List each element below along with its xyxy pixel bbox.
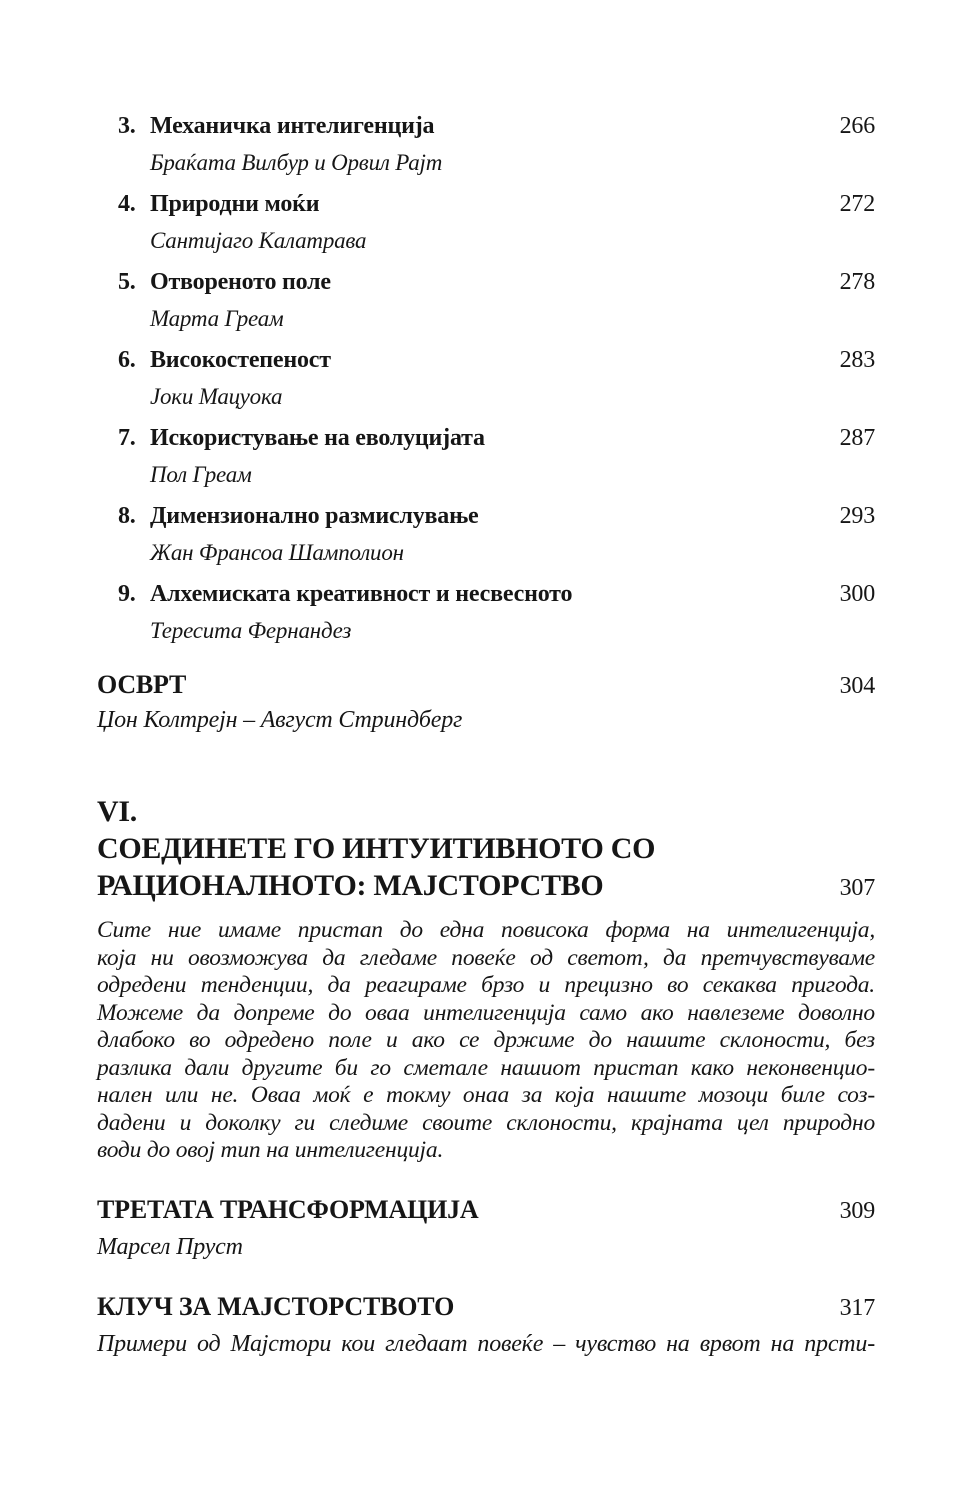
chapter-page-number: 287 [839, 425, 875, 451]
section-vi [97, 793, 875, 1165]
section-title-line2: РАЦИОНАЛНОТО: МАЈСТОРСТВО [97, 869, 604, 902]
toc-entry [97, 502, 875, 567]
intro-line: дадени и доколку ги следиме своите склоности, крајната цел природно [97, 1109, 875, 1136]
chapter-page-number: 278 [839, 269, 875, 295]
chapter-page-number: 272 [839, 191, 875, 217]
subsection-entry [97, 1194, 875, 1262]
section-title-row2 [97, 867, 875, 904]
chapter-number: 7. [118, 425, 136, 451]
subsection-page-number: 309 [839, 1197, 875, 1224]
intro-line: длабоко во одредено поле и ако се држиме до нашите склоности, без [97, 1027, 875, 1053]
toc-entry-title-row [97, 268, 875, 296]
toc-entry [97, 112, 875, 177]
intro-line: нален или не. Оваа моќ е токму онаа за која нашите мозоци биле соз- [97, 1082, 875, 1108]
chapter-title: Високостепеност [150, 347, 331, 373]
toc-entry-title-row [97, 580, 875, 608]
intro-line: води до овој тип на интелигенција. [97, 1137, 444, 1163]
chapter-title: Димензионално размислување [150, 503, 479, 529]
chapter-title: Искористување на еволуцијата [150, 425, 485, 451]
chapter-number: 8. [118, 503, 136, 529]
chapter-author: Тересита Фернандез [150, 618, 352, 643]
chapter-number: 9. [118, 581, 136, 607]
review-page-number: 304 [839, 673, 875, 699]
chapter-author: Јоки Мацуока [150, 384, 283, 409]
toc-entry [97, 190, 875, 255]
toc-entry-title-row [97, 112, 875, 140]
review-title: ОСВРТ [97, 670, 187, 699]
subsection-page-number: 317 [839, 1294, 875, 1321]
chapter-author: Жан Франсоа Шамполион [150, 540, 404, 565]
subsection-title-row [97, 1194, 875, 1225]
review-title-row [97, 669, 875, 700]
toc-entry [97, 424, 875, 489]
subsection-title-row [97, 1291, 875, 1322]
chapter-number: 6. [118, 347, 136, 373]
section-intro-paragraph [97, 917, 875, 1165]
chapter-author: Браќата Вилбур и Орвил Рајт [150, 150, 443, 175]
toc-page [97, 112, 875, 1359]
chapter-title: Отвореното поле [150, 269, 331, 295]
chapter-number: 4. [118, 191, 136, 217]
chapter-title: Алхемиската креативност и несвесното [150, 581, 573, 607]
chapter-page-number: 283 [839, 347, 875, 373]
section-page-number: 307 [839, 875, 875, 901]
chapter-page-number: 266 [839, 113, 875, 139]
toc-entry-title-row [97, 346, 875, 374]
chapter-title: Природни моќи [150, 191, 320, 217]
toc-entry-title-row [97, 190, 875, 218]
section-numeral: VI. [97, 795, 137, 828]
chapter-number: 5. [118, 269, 136, 295]
toc-entry-title-row [97, 502, 875, 530]
review-entry [97, 669, 875, 735]
subsection-title: КЛУЧ ЗА МАЈСТОРСТВОТО [97, 1291, 455, 1321]
chapter-author: Марта Греам [150, 306, 284, 331]
review-subtitle: Џон Колтрејн – Август Стриндберг [97, 707, 463, 733]
subsection-subtitle: Марсел Пруст [97, 1233, 243, 1260]
toc-entry-title-row [97, 424, 875, 452]
intro-line: Можеме да допреме до оваа интелигенција само ако навлеземе доволно [97, 999, 875, 1026]
chapter-author: Сантијаго Калатрава [150, 228, 367, 253]
toc-entry [97, 580, 875, 645]
intro-line: која ни овозможува да гледаме повеќе од светот, да претчувствуваме [97, 944, 875, 971]
intro-line: одредени тенденции, да реагираме брзо и прецизно во секаква пригода. [97, 972, 875, 998]
toc-entry [97, 346, 875, 411]
subsection-entry [97, 1291, 875, 1359]
toc-entry [97, 268, 875, 333]
section-title-line1: СОЕДИНЕТЕ ГО ИНТУИТИВНОТО СО [97, 832, 656, 865]
chapter-page-number: 293 [839, 503, 875, 529]
intro-line: Сите ние имаме пристап до една повисока форма на интелигенција, [97, 917, 875, 943]
chapter-page-number: 300 [839, 581, 875, 607]
chapter-author: Пол Греам [150, 462, 252, 487]
intro-line: разлика дали другите би го сметале нашиот пристап како неконвенцио- [97, 1054, 875, 1081]
subsection-subtitle: Примери од Мајстори кои гледаат повеќе – чувство на врвот на прсти- [97, 1330, 875, 1357]
subsection-title: ТРЕТАТА ТРАНСФОРМАЦИЈА [97, 1194, 479, 1224]
chapter-title: Механичка интелигенција [150, 113, 435, 139]
chapter-number: 3. [118, 113, 136, 139]
chapter-list [97, 112, 875, 645]
